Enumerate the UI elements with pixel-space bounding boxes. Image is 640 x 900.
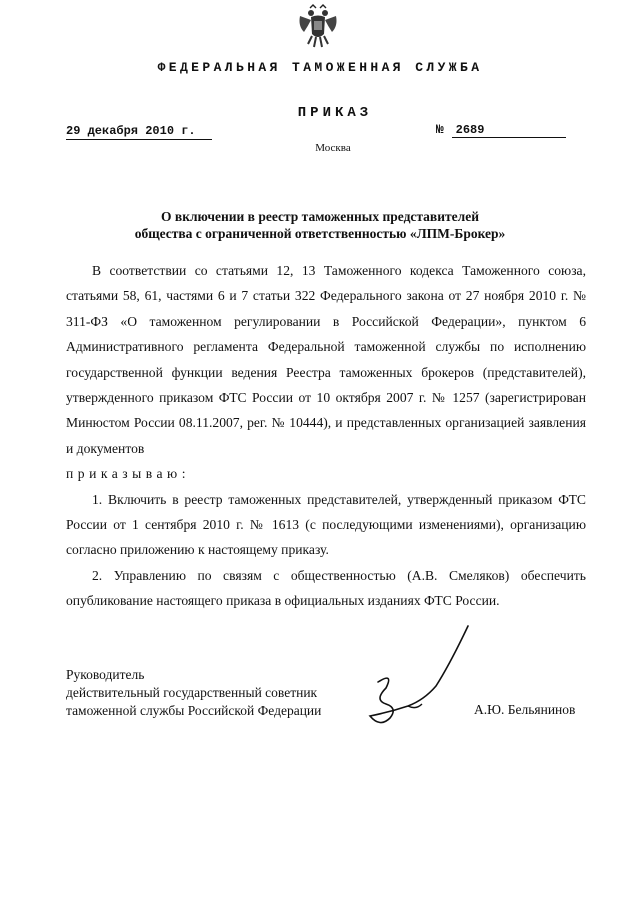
order-body [66, 258, 586, 614]
signatory-title-line-1: Руководитель [66, 667, 145, 682]
agency-name: ФЕДЕРАЛЬНАЯ ТАМОЖЕННАЯ СЛУЖБА [157, 60, 483, 75]
handwritten-signature [350, 620, 480, 730]
city: Москва [315, 142, 351, 154]
signatory-title [66, 666, 366, 720]
order-item-2: 2. Управлению по связям с общественностью (А.В. Смеляков) обеспечить опубликование настоящего приказа в официальных изданиях ФТС России. [66, 567, 586, 609]
emblem-icon [296, 4, 340, 50]
order-number-field [436, 122, 586, 138]
order-number: 2689 [452, 123, 566, 138]
order-subject [60, 208, 580, 242]
order-item-1: 1. Включить в реестр таможенных представителей, утвержденный приказом ФТС России от 1 сентября 2010 г. № 1613 (с последующими изменениями), организацию согласно приложению к настоящему приказу. [66, 491, 586, 558]
subject-line-2: общества с ограниченной ответственностью «ЛПМ-Брокер» [134, 226, 506, 241]
number-sign: № [436, 122, 444, 137]
preamble-paragraph: В соответствии со статьями 12, 13 Таможенного кодекса Таможенного союза, статьями 58, 61, частями 6 и 7 статьи 322 Федерального закона от 27 ноября 2010 г. № 311-ФЗ «О таможенном регулировании в Российской Федерации», пунктом 6 Административного регламента Федеральной таможенной службы по исполнению государственной функции ведения Реестра таможенных брокеров (представителей), утвержденного приказом ФТС России от 10 октября 2007 г. № 1257 (зарегистрирован Минюстом России 08.11.2007, рег. № 10444), и представленных организацией заявления и документов [66, 263, 586, 456]
order-date: 29 декабря 2010 г. [66, 124, 212, 140]
order-directive: приказываю: [66, 466, 190, 482]
document-type: ПРИКАЗ [297, 105, 373, 121]
signatory-title-line-3: таможенной службы Российской Федерации [66, 703, 322, 718]
subject-line-1: О включении в реестр таможенных представителей [161, 209, 479, 224]
signatory-title-line-2: действительный государственный советник [66, 685, 318, 700]
signatory-name: А.Ю. Бельянинов [474, 702, 576, 717]
